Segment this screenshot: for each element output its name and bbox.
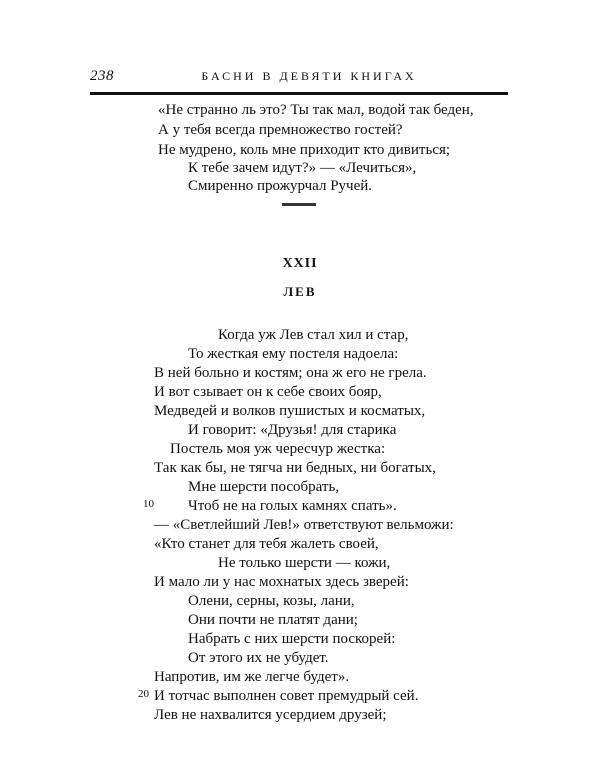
page-number: 238 [90, 68, 114, 84]
verse-line: И говорит: «Друзья! для старика [188, 422, 397, 438]
fable-number: XXII [282, 256, 318, 271]
verse-line: Лев не нахвалится усердием друзей; [154, 707, 387, 723]
verse-line: Не мудрено, коль мне приходит кто дивиться; [158, 142, 451, 158]
verse-line: От этого их не убудет. [188, 650, 329, 666]
header-rule [90, 92, 508, 95]
verse-line: И мало ли у нас мохнатых здесь зверей: [154, 574, 409, 590]
verse-line: «Не странно ль это? Ты так мал, водой так беден, [158, 102, 474, 118]
verse-line: Они почти не платят дани; [188, 612, 358, 628]
verse-line: Не только шерсти — кожи, [218, 555, 391, 571]
fable-title: ЛЕВ [283, 284, 317, 299]
line-number: 10 [143, 498, 154, 510]
verse-line: А у тебя всегда премножество гостей? [158, 122, 403, 138]
line-number: 20 [138, 688, 149, 700]
verse-line: Напротив, им же легче будет». [154, 669, 350, 685]
verse-line: Мне шерсти пособрать, [188, 479, 340, 495]
verse-line: — «Светлейший Лев!» ответствуют вельможи: [154, 517, 454, 533]
verse-line: В ней больно и костям; она ж его не грела. [154, 365, 427, 381]
verse-line: Так как бы, не тягча ни бедных, ни богатых, [154, 460, 436, 476]
verse-line: Смиренно прожурчал Ручей. [188, 178, 373, 194]
verse-line: Набрать с них шерсти поскорей: [188, 631, 396, 647]
running-head [90, 68, 508, 88]
verse-line: И тотчас выполнен совет премудрый сей. [154, 688, 419, 704]
verse-line: Постель моя уж чересчур жестка: [170, 441, 386, 457]
section-divider [282, 203, 316, 206]
verse-line: Чтоб не на голых камнях спать». [188, 498, 397, 514]
book-title: БАСНИ В ДЕВЯТИ КНИГАХ [201, 69, 417, 83]
verse-line: «Кто станет для тебя жалеть своей, [154, 536, 379, 552]
verse-line: Олени, серны, козы, лани, [188, 593, 355, 609]
verse-line: К тебе зачем идут?» — «Лечиться», [188, 160, 417, 176]
verse-line: То жесткая ему постеля надоела: [188, 346, 399, 362]
verse-line: Медведей и волков пушистых и косматых, [154, 403, 426, 419]
verse-line: Когда уж Лев стал хил и стар, [218, 327, 409, 343]
verse-line: И вот сзывает он к себе своих бояр, [154, 384, 382, 400]
